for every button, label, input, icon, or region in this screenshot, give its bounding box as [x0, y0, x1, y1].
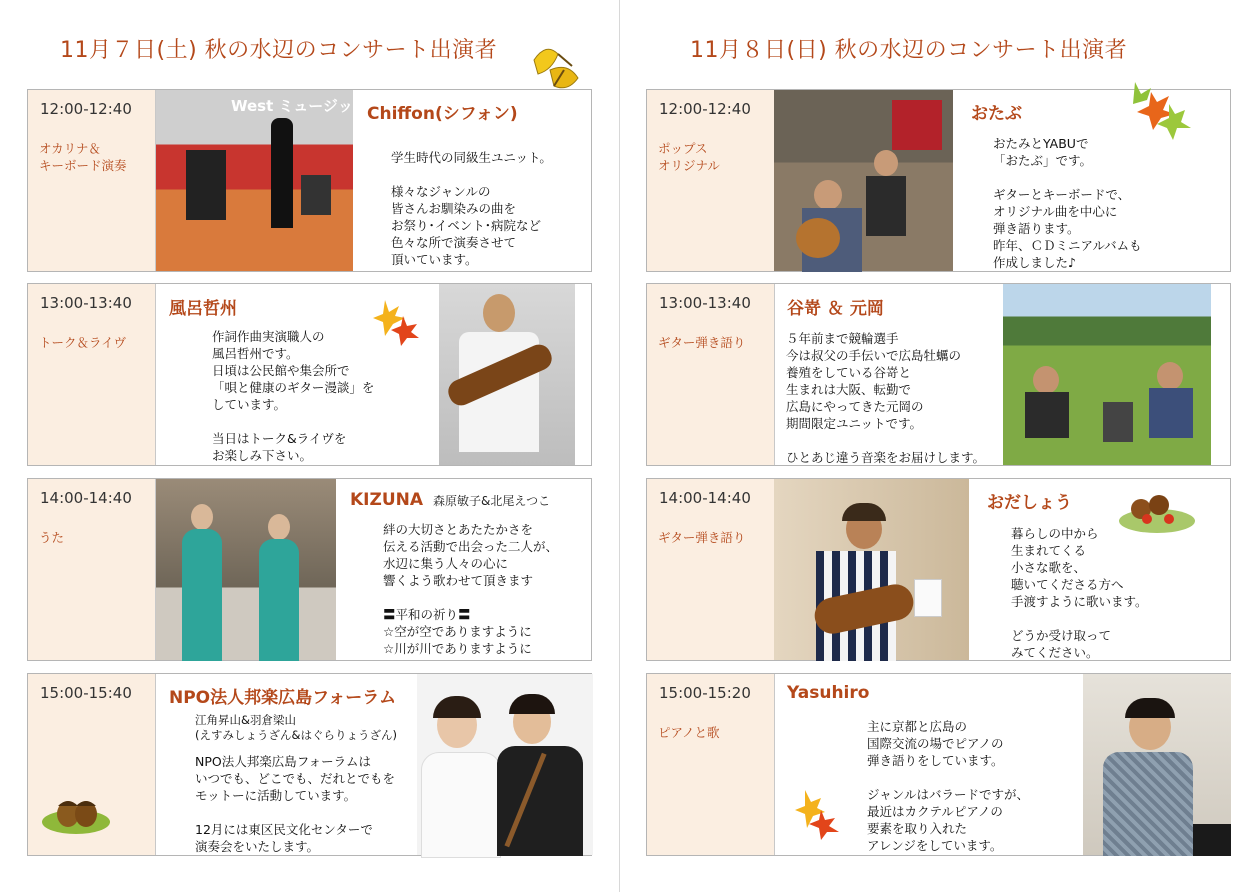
- page-title: 11月７日(土) 秋の水辺のコンサート出演者: [60, 38, 498, 63]
- performer-card-furo: [27, 283, 592, 466]
- time-column: [647, 90, 775, 271]
- performer-description: 主に京都と広島の 国際交流の場でピアノの 弾き語りをしています。 ジャンルはバラードですが、 最近はカクテルピアノの 要素を取り入れた アレンジをしています。: [867, 719, 1029, 853]
- time-slot: 15:00-15:40: [40, 684, 132, 702]
- time-column: [647, 674, 775, 855]
- performer-card-tanisaki-motooka: [646, 283, 1231, 466]
- performer-description: 絆の大切さとあたたかさを 伝える活動で出会った二人が、 水辺に集う人々の心に 響くよう歌わせて頂きます 〓平和の祈り〓 ☆空が空でありますように ☆川が川でありますように: [383, 522, 559, 656]
- performer-description: NPO法人邦楽広島フォーラムは いつでも、どこでも、だれとでもを モットーに活動しています。 12月には東区民文化センターで 演奏会をいたします。: [195, 754, 396, 854]
- performer-name: Yasuhiro: [787, 683, 870, 703]
- performer-name: [350, 490, 550, 510]
- genre-label: ポップス オリジナル: [658, 141, 720, 173]
- genre-label: うた: [39, 530, 65, 545]
- performer-name: 谷嵜 ＆ 元岡: [787, 299, 884, 319]
- time-slot: 14:00-14:40: [40, 489, 132, 507]
- photo-sign-text: West ミュージック: [231, 97, 368, 115]
- time-slot: 15:00-15:20: [659, 684, 751, 702]
- time-slot: 12:00-12:40: [659, 100, 751, 118]
- acorn-icon: [40, 790, 112, 838]
- maple-leaves-icon: [1125, 78, 1193, 142]
- time-column: [28, 90, 156, 271]
- genre-label: ギター弾き語り: [658, 335, 746, 350]
- performer-description: ５年前まで競輪選手 今は叔父の手伝いで広島牡蠣の 養殖をしている谷嵜と 生まれは大阪、転勤で 広島にやってきた元岡の 期間限定ユニットです。 ひとあじ違う音楽をお届けします。: [786, 331, 986, 465]
- performer-photo: [774, 479, 969, 660]
- performer-photo: [1003, 284, 1211, 465]
- time-slot: 13:00-13:40: [40, 294, 132, 312]
- genre-label: トーク＆ライヴ: [39, 335, 127, 350]
- performer-photo: [156, 90, 368, 271]
- performer-description: 作詞作曲実演職人の 風呂哲州です。 日頃は公民館や集会所で 「唄と健康のギター漫談」を しています。 当日はトーク&ライヴを お楽しみ下さい。: [212, 329, 375, 463]
- performer-name: おたぶ: [971, 104, 1022, 124]
- performer-card-yasuhiro: [646, 673, 1231, 856]
- maple-leaves-icon: [371, 296, 421, 348]
- performer-photo: [417, 674, 593, 855]
- performer-description: 暮らしの中から 生まれてくる 小さな歌を、 聴いてくださる方へ 手渡すように歌います。 どうか受け取って みてください。: [1011, 526, 1148, 660]
- performer-name: NPO法人邦楽広島フォーラム: [169, 688, 397, 708]
- member-names: 森原敏子&北尾えつこ: [433, 494, 551, 508]
- performer-photo: [156, 479, 336, 660]
- time-column: [28, 674, 156, 855]
- maple-leaves-icon: [793, 786, 841, 840]
- genre-label: オカリナ＆ キーボード演奏: [39, 141, 127, 173]
- performer-description: おたみとYABUで 「おたぶ」です。 ギターとキーボードで、 オリジナル曲を中心に 弾き語ります。 昨年、ＣＤミニアルバムも 作成しました♪: [993, 136, 1142, 270]
- page-title: 11月８日(日) 秋の水辺のコンサート出演者: [690, 38, 1128, 63]
- performer-photo: [774, 90, 953, 271]
- time-slot: 14:00-14:40: [659, 489, 751, 507]
- performer-card-otabu: [646, 89, 1231, 272]
- genre-label: ギター弾き語り: [658, 530, 746, 545]
- performer-card-chiffon: [27, 89, 592, 272]
- performer-photo: [1083, 674, 1231, 855]
- performer-description: 学生時代の同級生ユニット。 様々なジャンルの 皆さんお馴染みの曲を お祭り･イベント･病院など 色々な所で演奏させて 頂いています。: [391, 150, 552, 267]
- performer-card-hogaku: [27, 673, 592, 856]
- time-column: [647, 479, 775, 660]
- genre-label: ピアノと歌: [658, 725, 720, 740]
- time-slot: 13:00-13:40: [659, 294, 751, 312]
- time-column: [28, 479, 156, 660]
- right-page: [620, 0, 1239, 892]
- time-column: [28, 284, 156, 465]
- group-name: KIZUNA: [350, 490, 424, 510]
- time-column: [647, 284, 775, 465]
- performer-name: おだしょう: [987, 493, 1072, 513]
- performer-name: 風呂哲州: [169, 299, 237, 319]
- performer-name: Chiffon(シフォン): [367, 104, 518, 124]
- performer-card-kizuna: [27, 478, 592, 661]
- time-slot: 12:00-12:40: [40, 100, 132, 118]
- performer-photo: [439, 284, 575, 465]
- performer-members: 江角昇山&羽倉梁山 (えすみしょうざん&はぐらりょうざん): [195, 713, 397, 742]
- performer-card-odashou: [646, 478, 1231, 661]
